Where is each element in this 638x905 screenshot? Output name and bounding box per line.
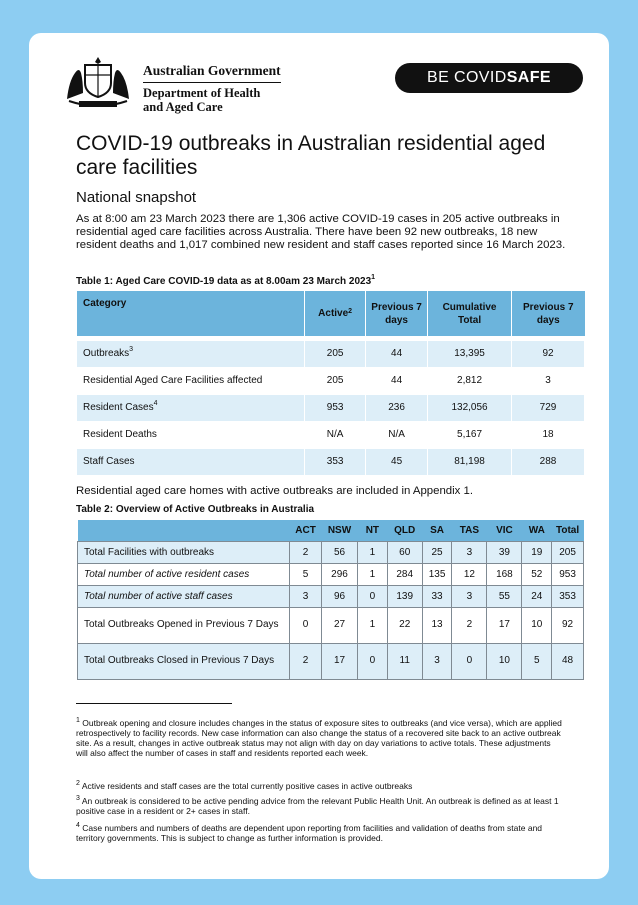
t2-cell: 13 — [422, 607, 452, 643]
t2-cell: 1 — [358, 563, 388, 585]
t1-cell-active: N/A — [305, 421, 366, 448]
t2-cell: 22 — [387, 607, 422, 643]
t2-cell: 25 — [422, 541, 452, 563]
t2-cell: 0 — [452, 643, 487, 679]
badge-part1: BE COVID — [427, 69, 507, 86]
t2-cell: 0 — [290, 607, 322, 643]
t1-cell-prev: 236 — [366, 394, 428, 421]
badge-part2: SAFE — [506, 69, 551, 86]
t2-header: TAS — [452, 520, 487, 541]
footnote: $^1$ Outbreak opening and closure includes changes in the status of exposure sites to outbreaks (and vice versa), which are applied retrospectively to facility records. New case information can also change the status of a recovered site back to an active outbreak site. As a result, changes in active outbreak status may not align with day on day variations to active totals. These adjustments will also affect the number of cases in staff and residents reported each week. — [76, 717, 562, 758]
t1-cell-prev2: 288 — [512, 448, 585, 475]
t1-cell-label: Outbreaks$^3$ — [77, 340, 305, 367]
t2-cell: 205 — [552, 541, 584, 563]
t2-cell: 17 — [321, 643, 357, 679]
t1-header-active: Active$^2$ — [305, 291, 366, 336]
t2-cell: 24 — [522, 585, 552, 607]
intro-paragraph: As at 8:00 am 23 March 2023 there are 1,306 active COVID-19 cases in 205 active outbreaks in residential aged care facilities across Australia. There have been 92 new outbreaks, 18 new resident deaths and 1,017 combined new resident and staff cases reported since 16 March 2023. — [76, 213, 566, 251]
t2-cell: 1 — [358, 607, 388, 643]
t2-header: Total — [552, 520, 584, 541]
t2-cell-label: Total number of active resident cases — [78, 563, 290, 585]
t2-cell: 953 — [552, 563, 584, 585]
t1-cell-active: 205 — [305, 340, 366, 367]
t2-cell: 1 — [358, 541, 388, 563]
t1-cell-label: Staff Cases — [77, 448, 305, 475]
t2-cell: 296 — [321, 563, 357, 585]
t1-cell-active: 353 — [305, 448, 366, 475]
table2-row — [78, 643, 584, 679]
t1-cell-cum: 5,167 — [428, 421, 512, 448]
page-title: COVID-19 outbreaks in Australian residential aged care facilities — [76, 132, 546, 179]
table2-row — [78, 563, 584, 585]
table1-row — [77, 394, 585, 421]
t2-cell: 139 — [387, 585, 422, 607]
footnote: $^2$ Active residents and staff cases are the total currently positive cases in active outbreaks — [76, 780, 413, 791]
t1-cell-cum: 2,812 — [428, 367, 512, 394]
t2-cell: 2 — [290, 643, 322, 679]
table1-row — [77, 340, 585, 367]
t2-header: QLD — [387, 520, 422, 541]
t2-header — [78, 520, 290, 541]
t2-cell: 60 — [387, 541, 422, 563]
t2-cell: 2 — [452, 607, 487, 643]
page — [29, 33, 609, 879]
t2-cell: 3 — [452, 585, 487, 607]
t1-header-cumulative: Cumulative Total — [428, 291, 512, 336]
t2-cell: 19 — [522, 541, 552, 563]
t2-cell: 353 — [552, 585, 584, 607]
appendix-note: Residential aged care homes with active outbreaks are included in Appendix 1. — [76, 485, 474, 497]
table2-caption: Table 2: Overview of Active Outbreaks in Australia — [76, 504, 315, 515]
t2-header: NT — [358, 520, 388, 541]
t2-header: ACT — [290, 520, 322, 541]
t1-header-prev7: Previous 7 days — [366, 291, 428, 336]
table1 — [77, 291, 585, 476]
t1-cell-label: Residential Aged Care Facilities affected — [77, 367, 305, 394]
footnote-divider — [76, 703, 232, 704]
t2-header: WA — [522, 520, 552, 541]
t2-cell: 56 — [321, 541, 357, 563]
footnote: $^3$ An outbreak is considered to be active pending advice from the relevant Public Health Unit. An outbreak is defined as at least 1 positive case in a resident or 2+ cases in staff. — [76, 795, 559, 816]
t2-cell: 52 — [522, 563, 552, 585]
t1-cell-label: Resident Cases$^4$ — [77, 394, 305, 421]
t1-cell-prev: 45 — [366, 448, 428, 475]
header — [63, 51, 583, 123]
t2-cell-label: Total number of active staff cases — [78, 585, 290, 607]
government-wordmark — [143, 63, 281, 114]
t2-cell: 5 — [290, 563, 322, 585]
t2-cell: 0 — [358, 643, 388, 679]
t2-cell: 33 — [422, 585, 452, 607]
t2-cell-label: Total Outbreaks Closed in Previous 7 Days — [78, 643, 290, 679]
gov-line1: Australian Government — [143, 63, 281, 83]
t2-cell: 5 — [522, 643, 552, 679]
t2-cell: 10 — [522, 607, 552, 643]
t2-cell-label: Total Outbreaks Opened in Previous 7 Days — [78, 607, 290, 643]
t1-cell-label: Resident Deaths — [77, 421, 305, 448]
t2-cell: 10 — [487, 643, 522, 679]
t1-cell-cum: 13,395 — [428, 340, 512, 367]
t1-cell-active: 205 — [305, 367, 366, 394]
covidsafe-badge — [395, 63, 583, 93]
t1-header-prev7b: Previous 7 days — [512, 291, 585, 336]
t2-cell: 3 — [422, 643, 452, 679]
table1-row — [77, 448, 585, 475]
t2-cell: 39 — [487, 541, 522, 563]
t2-cell: 3 — [290, 585, 322, 607]
t2-cell: 3 — [452, 541, 487, 563]
t2-cell: 135 — [422, 563, 452, 585]
t2-cell: 96 — [321, 585, 357, 607]
t2-header: VIC — [487, 520, 522, 541]
t2-cell: 55 — [487, 585, 522, 607]
t1-cell-prev2: 92 — [512, 340, 585, 367]
table1-caption: Table 1: Aged Care COVID-19 data as at 8.00am 23 March 2023$^1$ — [76, 274, 376, 287]
t1-cell-prev: 44 — [366, 340, 428, 367]
t1-cell-prev: N/A — [366, 421, 428, 448]
t2-cell-label: Total Facilities with outbreaks — [78, 541, 290, 563]
t1-cell-active: 953 — [305, 394, 366, 421]
table2 — [77, 520, 584, 680]
t2-cell: 27 — [321, 607, 357, 643]
t2-cell: 2 — [290, 541, 322, 563]
subtitle: National snapshot — [76, 189, 197, 206]
table2-row — [78, 541, 584, 563]
t1-cell-prev2: 3 — [512, 367, 585, 394]
t1-cell-prev2: 18 — [512, 421, 585, 448]
t2-cell: 12 — [452, 563, 487, 585]
gov-line3: and Aged Care — [143, 100, 223, 114]
t2-cell: 17 — [487, 607, 522, 643]
footnote: $^4$ Case numbers and numbers of deaths are dependent upon reporting from facilities and validation of deaths from state and territory governments. This is subject to change as further information is provided. — [76, 822, 543, 843]
t2-header: NSW — [321, 520, 357, 541]
t2-cell: 92 — [552, 607, 584, 643]
t2-cell: 168 — [487, 563, 522, 585]
t1-cell-cum: 81,198 — [428, 448, 512, 475]
table2-row — [78, 585, 584, 607]
table1-row — [77, 421, 585, 448]
t2-cell: 48 — [552, 643, 584, 679]
t2-cell: 284 — [387, 563, 422, 585]
t1-header-category: Category — [77, 291, 305, 336]
coat-of-arms-icon — [63, 51, 133, 111]
t1-cell-prev: 44 — [366, 367, 428, 394]
t1-cell-prev2: 729 — [512, 394, 585, 421]
table2-row — [78, 607, 584, 643]
t2-cell: 0 — [358, 585, 388, 607]
t2-header: SA — [422, 520, 452, 541]
table1-row — [77, 367, 585, 394]
t1-cell-cum: 132,056 — [428, 394, 512, 421]
gov-line2: Department of Health — [143, 86, 261, 100]
t2-cell: 11 — [387, 643, 422, 679]
